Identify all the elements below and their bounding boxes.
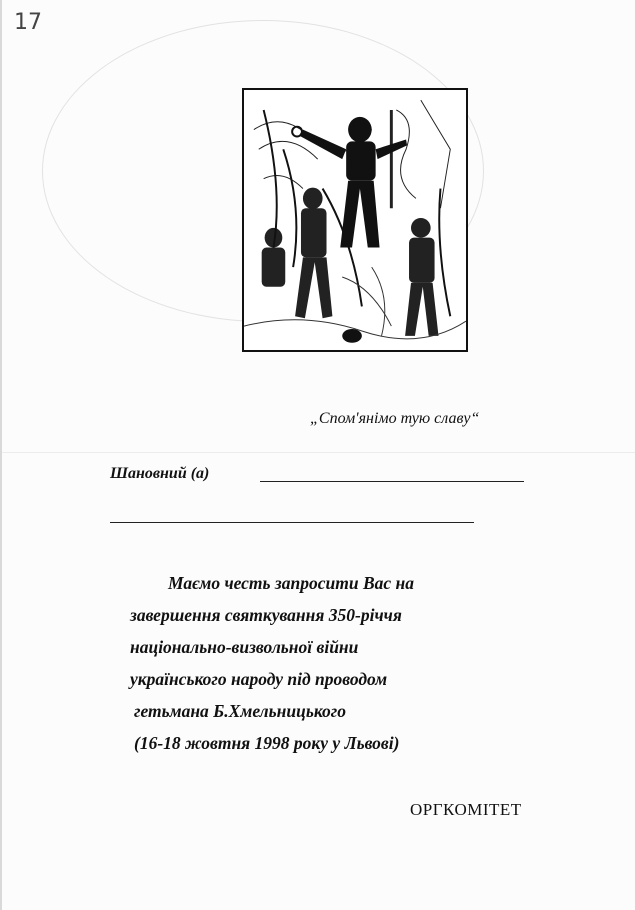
- invitation-text: [130, 567, 550, 759]
- invitation-line: (16-18 жовтня 1998 року у Львові): [134, 733, 400, 753]
- greeting-label: Шановний (а): [110, 465, 210, 482]
- organizing-committee-signature: ОРГКОМІТЕТ: [410, 800, 522, 819]
- recipient-name-line-2: [110, 522, 474, 523]
- page-number: 17: [14, 10, 42, 35]
- motto-quote: „Спом'янімо тую славу“: [310, 410, 480, 427]
- invitation-line: гетьмана Б.Хмельницького: [134, 701, 346, 721]
- recipient-name-line: [260, 481, 524, 482]
- invitation-line: українського народу під проводом: [130, 669, 388, 689]
- invitation-line: національно-визвольної війни: [130, 637, 359, 657]
- paper-fold: [2, 452, 635, 453]
- invitation-line: завершення святкування 350-річчя: [130, 605, 402, 625]
- cossack-battle-drawing: [244, 90, 466, 350]
- cossack-illustration: [242, 88, 468, 352]
- invitation-line: Маємо честь запросити Вас на: [168, 573, 414, 593]
